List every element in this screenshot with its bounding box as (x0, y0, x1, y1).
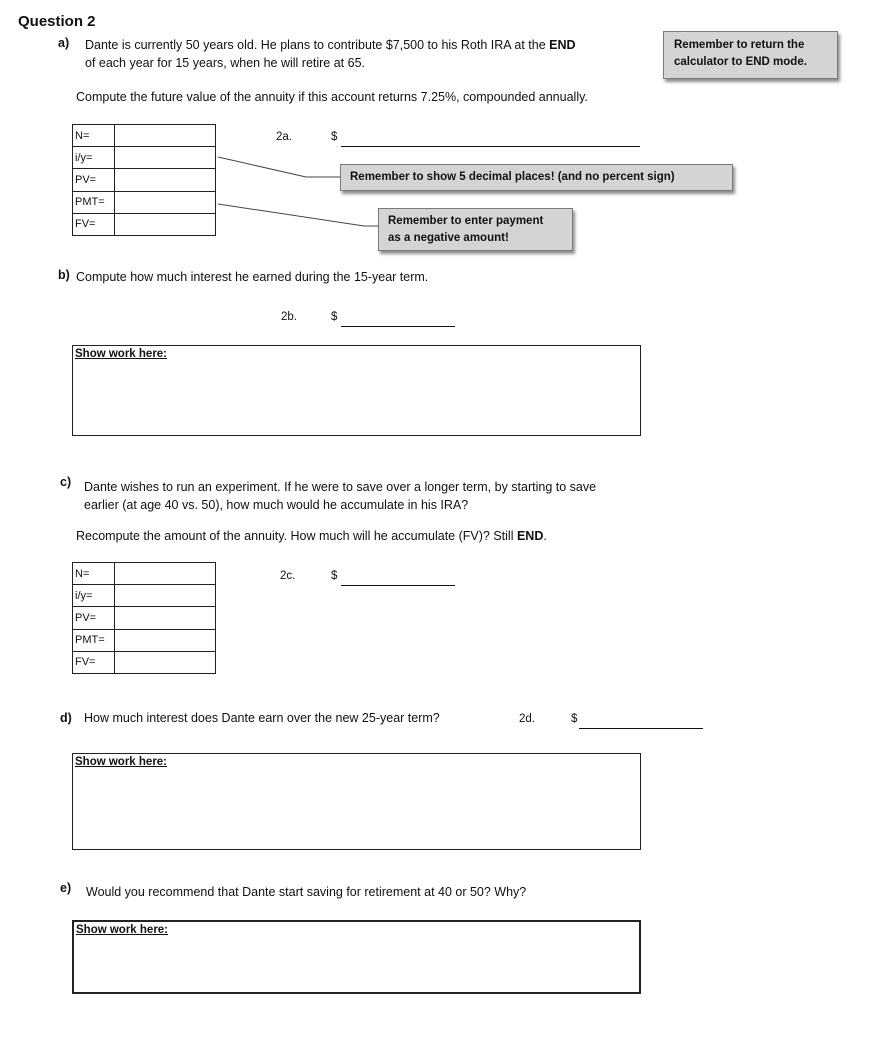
part-e-label: e) (60, 881, 72, 895)
decimals-callout-text: Remember to show 5 decimal places! (and no percent sign) (350, 171, 675, 183)
answer-2a-currency: $ (331, 131, 338, 143)
end-mode-callout-line1: Remember to return the (674, 39, 805, 51)
part-b-text: Compute how much interest he earned during the 15-year term. (76, 270, 429, 284)
answer-2b-label: 2b. (281, 311, 297, 323)
decimals-connector (218, 157, 340, 177)
answer-2c-line[interactable] (341, 585, 455, 586)
part-d-text: How much interest does Dante earn over the new 25-year term? (84, 711, 440, 725)
tvm-c-iy-value[interactable] (115, 585, 216, 607)
answer-2a-label: 2a. (276, 131, 292, 143)
part-c-end-keyword: END (516, 529, 544, 543)
tvm-c-key: PMT= (73, 629, 115, 651)
tvm-a-key: FV= (73, 213, 115, 235)
tvm-a-key: PV= (73, 169, 115, 191)
tvm-table-c (72, 562, 216, 674)
tvm-c-row-iy (73, 585, 216, 607)
tvm-a-key: N= (73, 125, 115, 147)
payment-callout-line2: as a negative amount! (388, 232, 509, 244)
tvm-c-key: PV= (73, 607, 115, 629)
part-c-label: c) (60, 475, 72, 489)
payment-callout-line1: Remember to enter payment (388, 215, 544, 227)
tvm-c-key: i/y= (73, 585, 115, 607)
part-c-text-line2: earlier (at age 40 vs. 50), how much would he accumulate in his IRA? (84, 498, 469, 512)
answer-2d-line[interactable] (579, 728, 703, 729)
question-title: Question 2 (18, 13, 96, 30)
part-a-text-line2: of each year for 15 years, when he will retire at 65. (85, 56, 366, 70)
tvm-a-key: i/y= (73, 147, 115, 169)
tvm-c-row-pv (73, 607, 216, 629)
payment-callout (378, 208, 573, 251)
work-box-e-label: Show work here: (76, 924, 169, 936)
answer-2c-label: 2c. (280, 570, 296, 582)
part-d-label: d) (60, 711, 72, 725)
work-box-d[interactable] (72, 753, 641, 850)
tvm-c-row-n (73, 563, 216, 585)
work-box-e[interactable] (72, 920, 641, 994)
part-a-compute-text: Compute the future value of the annuity if this account returns 7.25%, compounded annually. (76, 90, 588, 104)
part-c-recompute-period: . (543, 529, 547, 543)
answer-2b-currency: $ (331, 311, 338, 323)
answer-2d-label: 2d. (519, 713, 535, 725)
end-mode-callout-line2: calculator to END mode. (674, 56, 807, 68)
answer-2d-currency: $ (571, 713, 578, 725)
answer-2c-currency: $ (331, 570, 338, 582)
part-a-end-keyword: END (549, 38, 576, 52)
part-c-text-line1: Dante wishes to run an experiment. If he were to save over a longer term, by starting to save (84, 480, 597, 494)
tvm-c-pmt-value[interactable] (115, 629, 216, 651)
tvm-c-pv-value[interactable] (115, 607, 216, 629)
part-b-label: b) (58, 268, 70, 282)
part-c-recompute-main: Recompute the amount of the annuity. How much will he accumulate (FV)? Still (76, 529, 517, 543)
tvm-c-n-value[interactable] (115, 563, 216, 585)
tvm-c-row-pmt (73, 629, 216, 651)
work-box-d-label: Show work here: (75, 756, 168, 768)
tvm-c-key: N= (73, 563, 115, 585)
part-a-text-line1-main: Dante is currently 50 years old. He plans to contribute $7,500 to his Roth IRA at the (85, 38, 550, 52)
work-box-b-label: Show work here: (75, 348, 168, 360)
part-e-text: Would you recommend that Dante start saving for retirement at 40 or 50? Why? (86, 885, 527, 899)
tvm-c-row-fv (73, 651, 216, 673)
decimals-callout (340, 164, 733, 191)
tvm-c-fv-value[interactable] (115, 651, 216, 673)
tvm-a-key: PMT= (73, 191, 115, 213)
part-c-recompute-text (76, 527, 547, 545)
answer-2b-line[interactable] (341, 326, 455, 327)
part-a-label: a) (58, 36, 70, 50)
tvm-c-key: FV= (73, 651, 115, 673)
work-box-b[interactable] (72, 345, 641, 436)
payment-connector (218, 204, 378, 226)
